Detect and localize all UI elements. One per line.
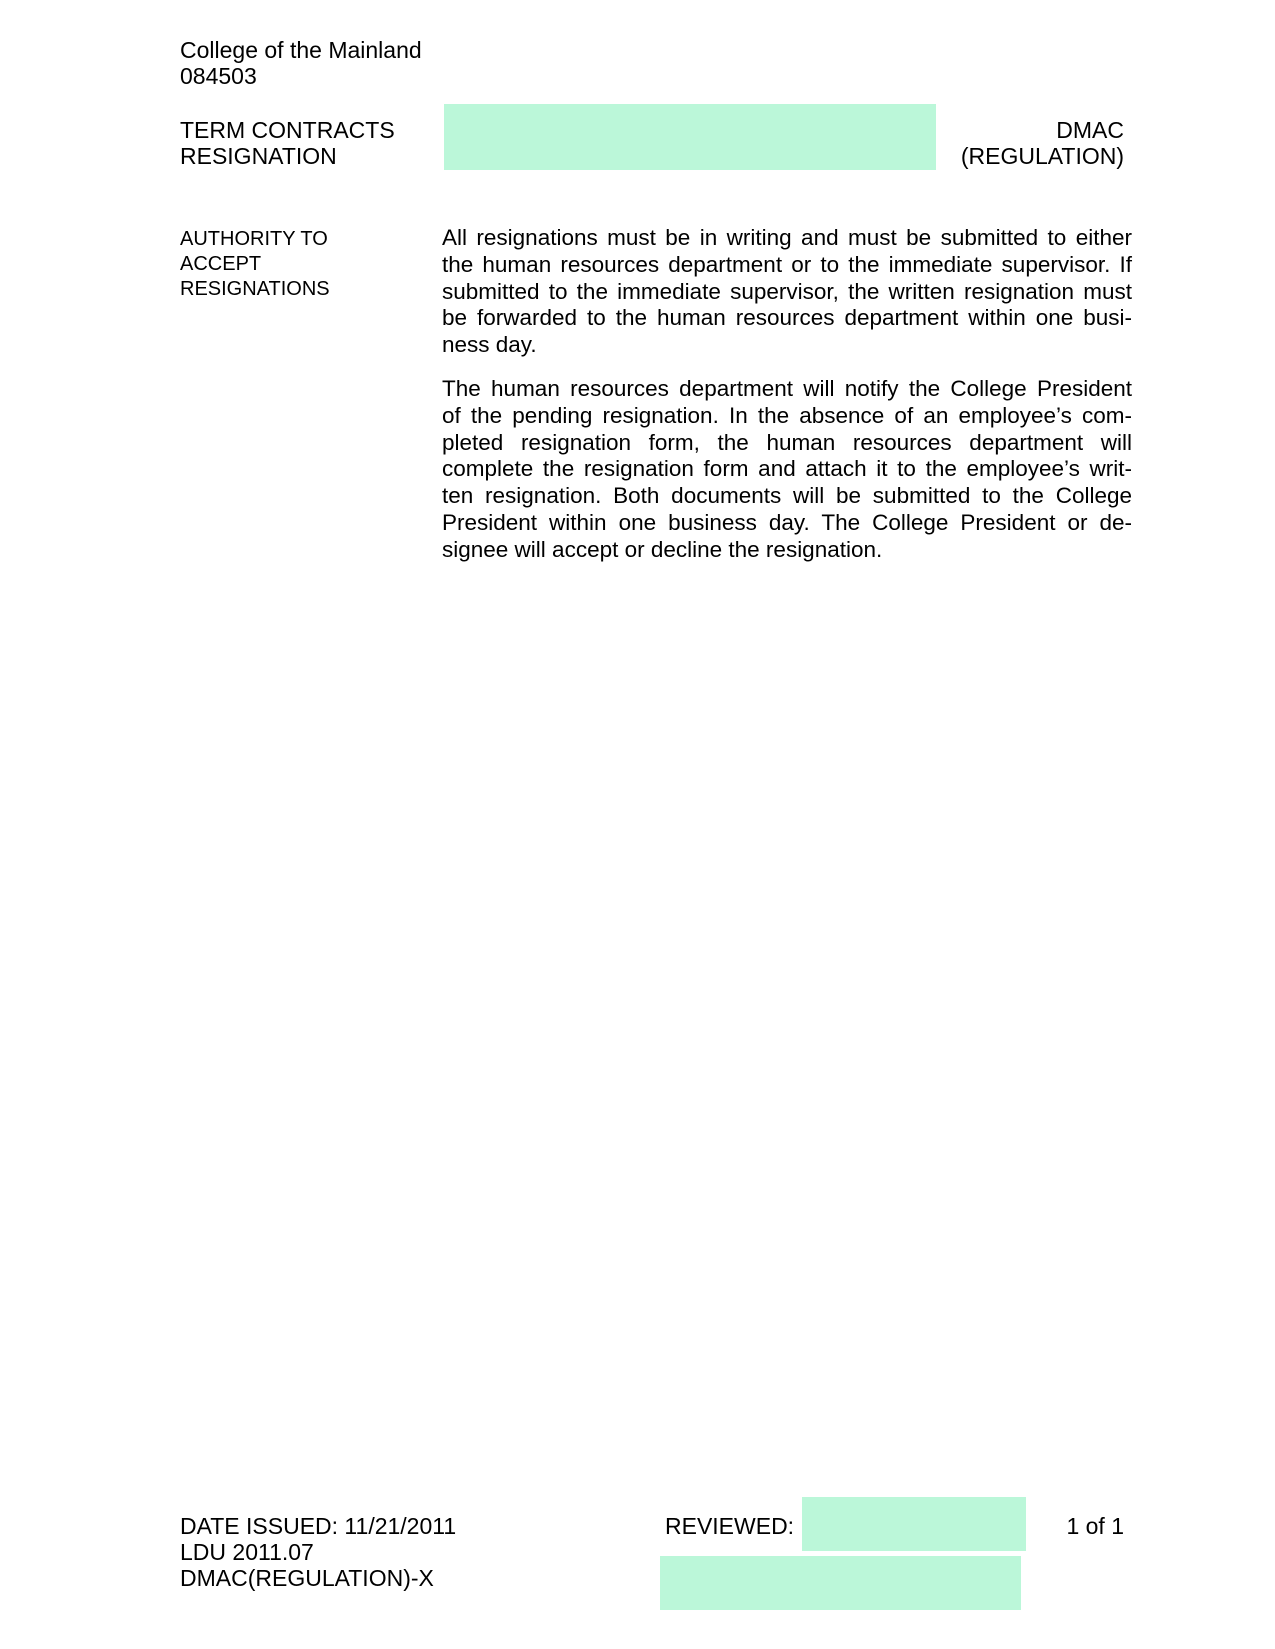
ldu-code: LDU 2011.07	[180, 1539, 314, 1565]
page-number: 1 of 1	[1066, 1513, 1124, 1539]
paragraph-line: the human resources department or to the immediate supervisor. If	[442, 251, 1132, 277]
document-code: DMAC(REGULATION)-X	[180, 1565, 434, 1591]
section-heading-line: RESIGNATIONS	[180, 278, 330, 300]
header-redaction	[444, 104, 936, 170]
paragraph-line: complete the resignation form and attach it to the employee’s writ-	[442, 456, 1132, 482]
topic-line: TERM CONTRACTS	[180, 117, 395, 143]
paragraph-line: ness day.	[442, 332, 537, 358]
section-heading-line: ACCEPT	[180, 253, 262, 275]
topic-line: RESIGNATION	[180, 143, 337, 169]
paragraph-line: pleted resignation form, the human resources department will	[442, 429, 1132, 455]
paragraph-line: The human resources department will notify the College President	[442, 375, 1132, 401]
policy-code-line: DMAC	[1056, 117, 1124, 143]
paragraph-line: ten resignation. Both documents will be submitted to the College	[442, 483, 1132, 509]
paragraph	[442, 225, 1132, 359]
institution-code: 084503	[180, 63, 257, 89]
paragraph-line: submitted to the immediate supervisor, the written resignation must	[442, 278, 1132, 304]
footer-redaction	[660, 1556, 1021, 1610]
footer-info	[180, 1513, 456, 1591]
section-body	[442, 225, 1132, 564]
reviewed-redaction	[802, 1497, 1026, 1551]
paragraph-line: of the pending resignation. In the absence of an employee’s com-	[442, 402, 1132, 428]
section-heading-line: AUTHORITY TO	[180, 228, 328, 250]
paragraph	[442, 376, 1132, 564]
date-issued: DATE ISSUED: 11/21/2011	[180, 1513, 457, 1539]
institution-block	[180, 37, 422, 89]
reviewed-label: REVIEWED:	[665, 1513, 795, 1539]
paragraph-line: President within one business day. The College President or de-	[442, 509, 1132, 535]
topic-heading	[180, 117, 395, 169]
paragraph-line: All resignations must be in writing and must be submitted to either	[442, 225, 1132, 250]
paragraph-line: be forwarded to the human resources department within one busi-	[442, 305, 1132, 331]
policy-code-line: (REGULATION)	[960, 143, 1124, 169]
paragraph-line: signee will accept or decline the resignation.	[442, 536, 883, 562]
section-heading	[180, 227, 330, 302]
institution-name: College of the Mainland	[180, 37, 422, 63]
policy-code	[961, 117, 1124, 169]
